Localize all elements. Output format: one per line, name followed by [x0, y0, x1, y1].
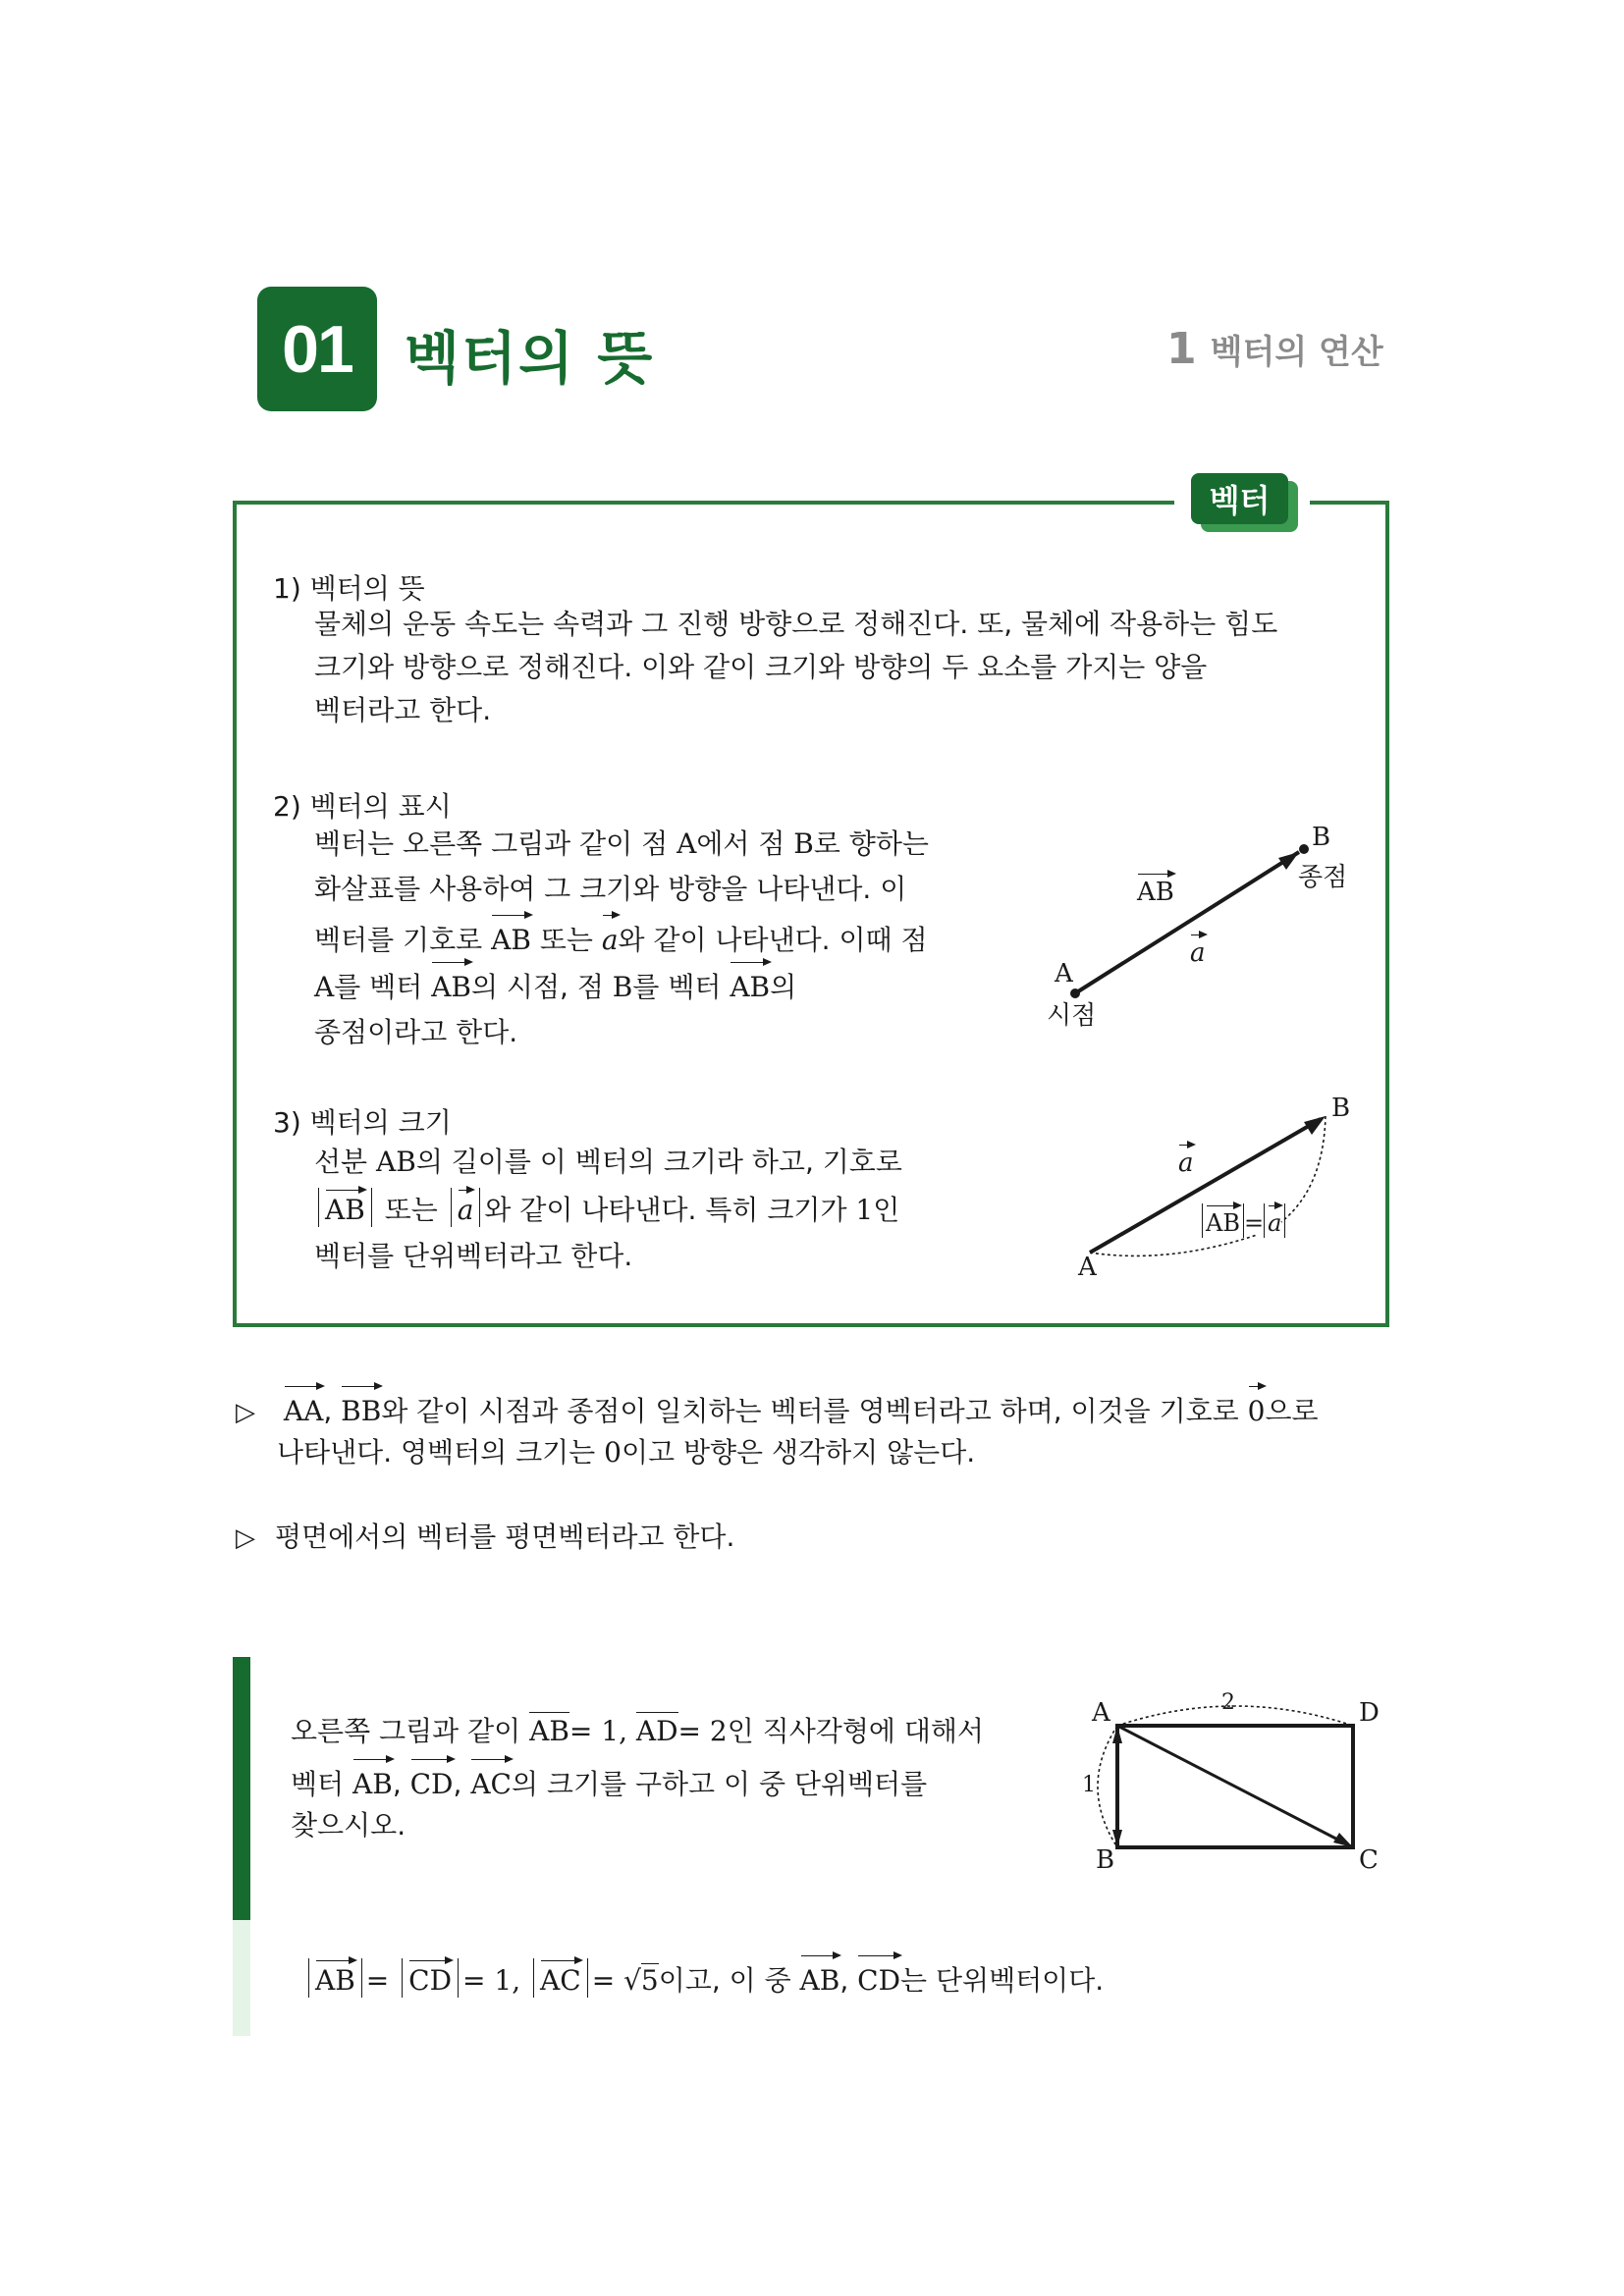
fig1-label-start: 시점 [1047, 1001, 1097, 1031]
vector-a: a [602, 913, 619, 962]
answer-bar [233, 1920, 250, 2036]
width-arc [1117, 1706, 1353, 1726]
vector-bb: BB [341, 1384, 381, 1433]
answer-line: AB = CD = 1, AC = √5이고, 이 중 AB, CD는 단위벡터이다. [304, 1953, 1104, 2002]
triangle-bullet-icon: ▷ [236, 1398, 255, 1427]
bullet-plane-vector: ▷ 평면에서의 벡터를 평면벡터라고 한다. [236, 1516, 734, 1560]
section-3-line-2: AB 또는 a 와 같이 나타낸다. 특히 크기가 1인 [314, 1188, 899, 1232]
rect-label-a: A [1092, 1698, 1110, 1728]
arrow-head [1333, 1833, 1353, 1847]
magnitude-arc-upper [1281, 1116, 1326, 1222]
rect-label-b: B [1096, 1845, 1115, 1875]
problem-line-1: 오른쪽 그림과 같이 AB= 1, AD= 2인 직사각형에 대해서 [291, 1710, 984, 1753]
fig1-label-a: A [1055, 959, 1073, 988]
section-3-line-1: 선분 AB의 길이를 이 벡터의 크기라 하고, 기호로 [314, 1146, 902, 1178]
fig2-vector-a-label: a [1178, 1143, 1194, 1178]
vector-ab: AB [431, 960, 471, 1009]
section-2-heading: 2) 벡터의 표시 [273, 790, 452, 823]
rect-label-d: D [1359, 1698, 1380, 1728]
section-1-heading: 1) 벡터의 뜻 [273, 572, 425, 605]
section-2-line-2: 화살표를 사용하여 그 크기와 방향을 나타낸다. 이 [314, 873, 907, 905]
segment-ad: AD [636, 1712, 678, 1747]
diagonal-ac [1117, 1726, 1353, 1847]
vector-a: a [458, 1188, 474, 1227]
fig1-label-b: B [1312, 823, 1331, 852]
section-3-heading: 3) 벡터의 크기 [273, 1106, 452, 1139]
fig1-label-end: 종점 [1298, 863, 1348, 892]
fig2-label-b: B [1331, 1094, 1351, 1123]
fig2-magnitude-equation: AB = a [1202, 1203, 1285, 1238]
chapter-label [1166, 324, 1383, 374]
vector-ab: AB [325, 1188, 365, 1227]
problem-bar [233, 1657, 250, 1920]
rect-label-c: C [1359, 1845, 1379, 1875]
section-2-line-5: 종점이라고 한다. [314, 1016, 518, 1048]
section-3-line-3: 벡터를 단위벡터라고 한다. [314, 1240, 633, 1272]
rect-width-label: 2 [1221, 1690, 1235, 1715]
bullet-zero-vector-line-2: 나타낸다. 영벡터의 크기는 0이고 방향은 생각하지 않는다. [277, 1436, 976, 1468]
section-1-line-3: 벡터라고 한다. [314, 694, 492, 726]
point-b: B [793, 828, 814, 860]
problem-line-3: 찾으시오. [291, 1809, 406, 1842]
problem-line-2: 벡터 AB, CD, AC의 크기를 구하고 이 중 단위벡터를 [291, 1757, 927, 1806]
rect-height-label: 1 [1082, 1773, 1096, 1797]
section-2-line-3: 벡터를 기호로 AB 또는 a와 같이 나타낸다. 이때 점 [314, 913, 928, 962]
rectangle-figure [1070, 1688, 1384, 1865]
concept-tag: 벡터 [1191, 473, 1288, 524]
arrow-head [1304, 1116, 1326, 1135]
segment-ab: AB [376, 1146, 416, 1178]
chapter-title: 벡터의 연산 [1210, 333, 1383, 372]
height-arc [1098, 1726, 1117, 1847]
arrow-head [1278, 852, 1299, 870]
section-1-line-1: 물체의 운동 속도는 속력과 그 진행 방향으로 정해진다. 또, 물체에 작용하는 힘도 [314, 608, 1278, 640]
vector-aa: AA [284, 1384, 323, 1433]
vector-figure-2 [1060, 1090, 1375, 1286]
fig1-vector-a-label: a [1190, 933, 1206, 968]
sqrt-5: √5 [623, 1964, 659, 1997]
end-point [1299, 844, 1309, 854]
chapter-number: 1 [1166, 324, 1197, 374]
vector-ab: AB [491, 913, 531, 962]
vector-ab-arrow [1075, 852, 1299, 993]
fig1-vector-ab-label: AB [1137, 872, 1174, 907]
page-title: 벡터의 뜻 [405, 325, 655, 392]
vector-ab: AB [730, 960, 770, 1009]
triangle-bullet-icon: ▷ [236, 1523, 255, 1553]
section-2-line-4: A를 벡터 AB의 시점, 점 B를 벡터 AB의 [314, 960, 796, 1009]
section-1-line-2: 크기와 방향으로 정해진다. 이와 같이 크기와 방향의 두 요소를 가지는 양을 [314, 651, 1208, 683]
zero-vector: 0 [1248, 1384, 1266, 1433]
section-number-badge: 01 [257, 287, 377, 411]
segment-ab: AB [529, 1712, 569, 1747]
section-2-line-1: 벡터는 오른쪽 그림과 같이 점 A에서 점 B로 향하는 [314, 828, 929, 860]
fig2-label-a: A [1078, 1253, 1097, 1282]
bullet-zero-vector-line-1: ▷ AA, BB와 같이 시점과 종점이 일치하는 벡터를 영벡터라고 하며, 이것을 기호로 0으로 [236, 1384, 1319, 1434]
point-a: A [677, 828, 697, 860]
